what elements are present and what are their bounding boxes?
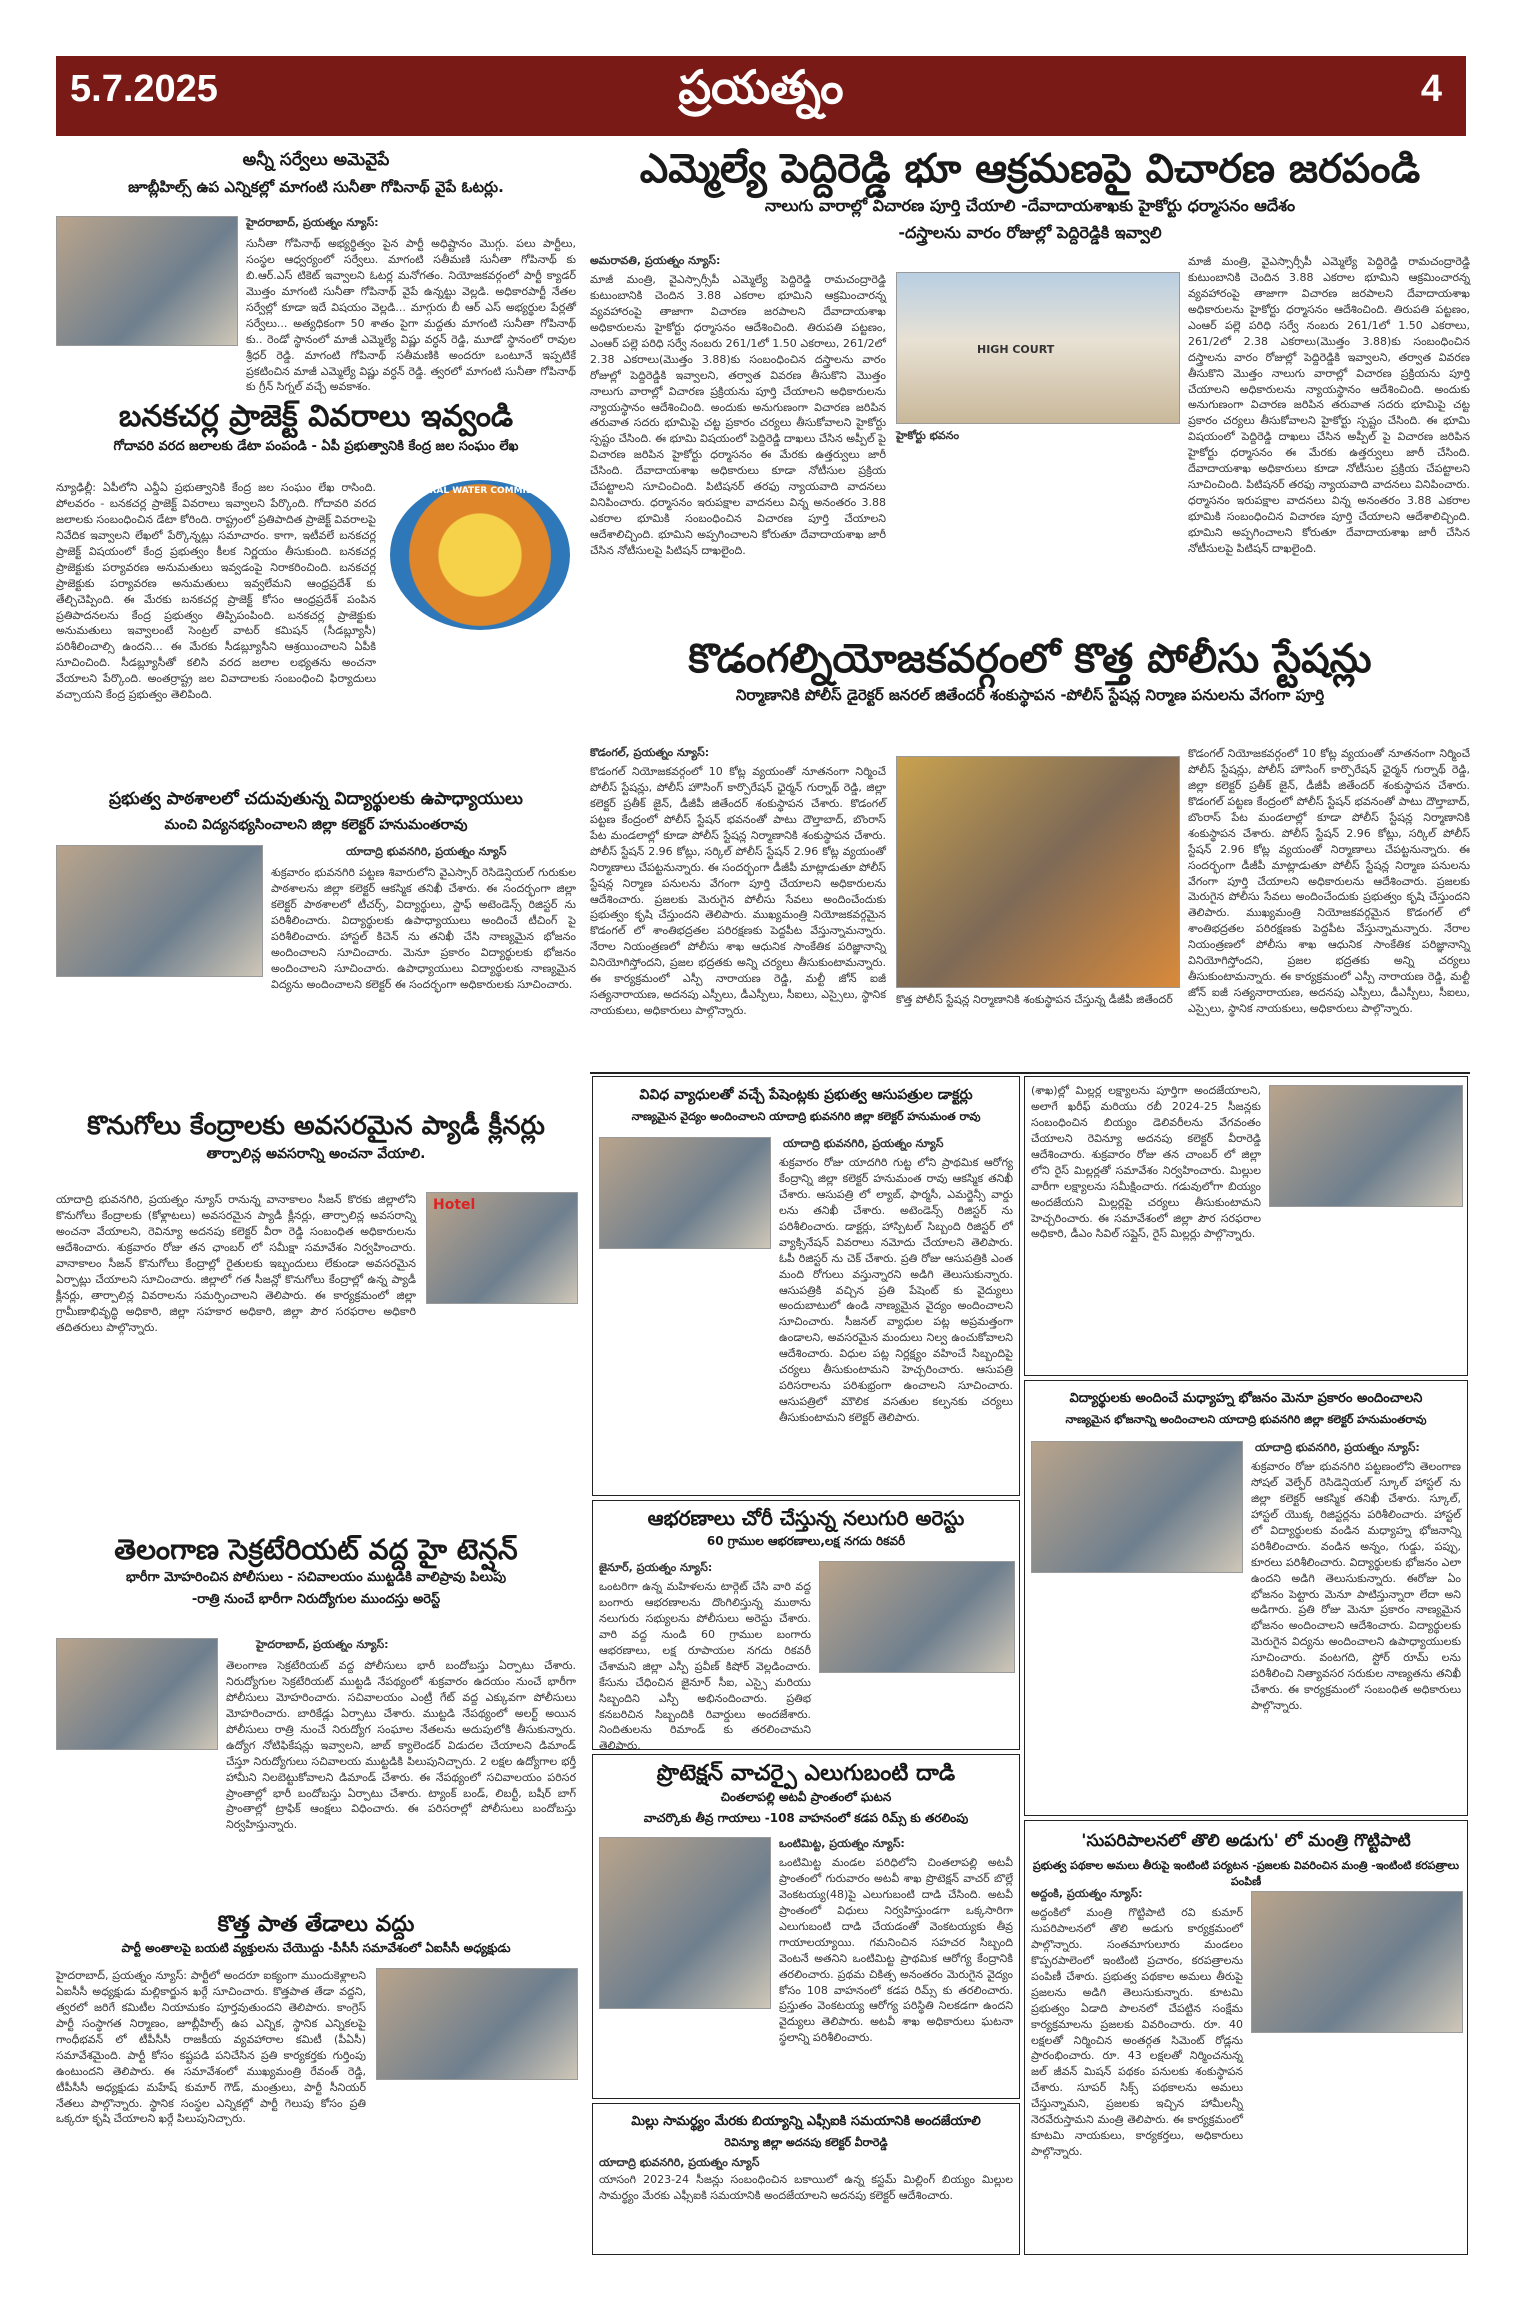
cwc-emblem [390, 480, 570, 630]
article-headline: జూబ్లీహిల్స్ ఉప ఎన్నికల్లో మాగంటి సునీతా గోపినాథ్ వైపే ఓటర్లు. [128, 178, 504, 196]
official-photo [426, 1192, 578, 1304]
article-secretariat [56, 1534, 576, 1909]
article-headline: కొత్త పాత తేడాలు వద్దు [217, 1912, 415, 1937]
article-subhead: పార్టీ అంతాలపై బయటి వ్యక్తులను చేయొద్దు -పీసీసీ సమావేశంలో ఏఐసీసీ అధ్యక్షుడు [121, 1941, 511, 1956]
article-subhead-1: నాలుగు వారాల్లో విచారణ పూర్తి చేయాలి -దేవాదాయశాఖకు హైకోర్టు ధర్మాసనం ఆదేశం [764, 196, 1296, 215]
article-school-teachers [56, 785, 576, 1110]
sunitha-portrait-photo [56, 216, 238, 346]
article-headline: 'సుపరిపాలనలో తొలి అడుగు' లో మంత్రి గొట్టిపాటి [1081, 1831, 1411, 1851]
article-subhead-1: భారీగా మోహరించిన పోలీసులు - సచివాలయం ముట్టడికి వాలిప్రావు పిలుపు [125, 1570, 507, 1586]
article-dateline: హైదరాబాద్, ప్రయత్నం న్యూస్: [246, 216, 379, 229]
article-bear-attack [592, 1754, 1020, 2099]
hospital-visit-photo [599, 1137, 771, 1249]
article-subhead: రెవిన్యూ జిల్లా అదనపు కలెక్టర్ వీరారెడ్డి [724, 2136, 888, 2149]
article-subhead: తార్పాలిన్ల అవసరాన్ని అంచనా వేయాలి. [206, 1145, 426, 1162]
photo-sign: HIGH COURT [977, 343, 1055, 356]
high-court-photo [896, 272, 1180, 424]
article-headline: ప్రొటెక్షన్ వాచర్పై ఎలుగుబంటి దాడి [656, 1761, 956, 1786]
article-dateline: యాదాద్రి భువనగిరి, ప్రయత్నం న్యూస్: [1255, 1441, 1420, 1454]
article-peddireddy [590, 146, 1470, 630]
article-subhead: నాణ్యమైన భోజనాన్ని అందించాలని యాదాద్రి భువనగిరి జిల్లా కలెక్టర్ హనుమంతరావు [1065, 1413, 1427, 1426]
article-body: ఒంటిమిట్ట మండల పరిధిలోని చింతలాపల్లి అటవీ ప్రాంతంలో గురువారం అటవీ శాఖ ప్రొటెక్షన్ వాచర్ బొల్లే వెంకటయ్య(48)పై ఎలుగుబంటి దాడి చేసింది. అటవీ ప్రాంతంలో విధులు నిర్వహిస్తుండగా ఒక్కసారిగా ఎలుగుబంటి దాడి చేయడంతో వెంకటయ్యకు తీవ్ర గాయాలయ్యాయి. గమనించిన సహచర సిబ్బంది వెంటనే అతనిని ఒంటిమిట్ట ప్రాథమిక ఆరోగ్య కేంద్రానికి తరలించారు. ప్రథమ చికిత్స అనంతరం మెరుగైన వైద్యం కోసం 108 వాహనంలో కడప రిమ్స్ కు తరలించారు. ప్రస్తుతం వెంకటయ్య ఆరోగ్య పరిస్థితి నిలకడగా ఉందని వైద్యులు తెలిపారు. అటవీ శాఖ అధికారులు ఘటనా స్థలాన్ని పరిశీలించారు. [779, 1856, 1013, 2045]
article-headline: కొనుగోలు కేంద్రాలకు అవసరమైన ప్యాడీ క్లీనర్లు [87, 1111, 545, 1141]
article-body: సునీతా గోపినాథ్ అభ్యర్థిత్వం పైన పార్టీ అధిష్టానం మొగ్గు. పలు పార్టీలు, సంస్థల ఆధ్వర్యంలో సర్వేలు. మాగంటి సతీమణి సునీతా గోపినాథ్ కు బి.ఆర్.ఎస్ టికెట్ ఇవ్వాలని ఓటర్ల మనోగతం. నియోజకవర్గంలో పార్టీ క్యాడర్ మొత్తం మాగంటి సునీతా గోపినాథ్ వైపే ఉన్నట్టు వెల్లడి. అధికారపార్టీ నేతల సర్వేల్లో కూడా ఇదే విషయం వెల్లడి... మాగ్గురు బీ ఆర్ ఎస్ అభ్యర్థుల పేర్లతో సర్వేలు... అత్యధికంగా 50 శాతం పైగా మద్దతు మాగంటి సునీతా గోపినాథ్ కు.. రెండో స్థానంలో మాజీ ఎమ్మెల్యే విష్ణు వర్ధన్ రెడ్డి, మూడో స్థానంలో రావుల శ్రీధర్ రెడ్డి. మాగంటి గోపినాథ్ సతీమణికి అందరూ ఒంటూనే ఇప్పటికే ప్రకటించిన మాజీ ఎమ్మెల్యే విష్ణు వర్ధన్ రెడ్డి. త్వరలో మాగంటి సునీతా గోపినాథ్ కు గ్రీన్ సిగ్నల్ వచ్చే అవకాశం. [246, 237, 576, 394]
article-headline: ప్రభుత్వ పాఠశాలలో చదువుతున్న విద్యార్థులకు ఉపాధ్యాయులు [109, 789, 523, 809]
school-visit-photo [56, 845, 263, 977]
article-body-left: కొడంగల్ నియోజకవర్గంలో 10 కోట్ల వ్యయంతో నూతనంగా నిర్మించే పోలీస్ స్టేషన్లు, పోలీస్ హౌసింగ్ కార్పొరేషన్ ఛైర్మన్ గుర్నాథ్ రెడ్డి, జిల్లా కలెక్టర్ ప్రతీక్ జైన్, డీజీపీ జితేందర్ శంకుస్థాపన చేశారు. కొడంగల్ పట్టణ కేంద్రంలో పోలీస్ స్టేషన్ భవనంతో పాటు దౌల్తాబాద్, బొంరాస్ పేట మండలాల్లో కూడా పోలీస్ స్టేషన్ల నిర్మాణానికి శంకుస్థాపన చేశారు. పోలీస్ స్టేషన్ 2.96 కోట్లు, సర్కిల్ పోలీస్ స్టేషన్ 2.96 కోట్ల వ్యయంతో నిర్మాణాలు చేపట్టనున్నారు. ఈ సందర్భంగా డీజీపీ మాట్లాడుతూ పోలీస్ స్టేషన్ల నిర్మాణ పనులను వేగంగా పూర్తి చేయాలని అధికారులను ఆదేశించారు. ప్రజలకు మెరుగైన పోలీసు సేవలు అందించేందుకు ప్రభుత్వం కృషి చేస్తుందని తెలిపారు. ముఖ్యమంత్రి నియోజకవర్గమైన కొడంగల్ లో శాంతిభద్రతల పరిరక్షణకు పెద్దపీట వేస్తున్నామన్నారు. నేరాల నియంత్రణలో పోలీసు శాఖ ఆధునిక సాంకేతిక పరిజ్ఞానాన్ని వినియోగిస్తోందని, ప్రజల భద్రతకు అన్ని చర్యలు తీసుకుంటామన్నారు. ఈ కార్యక్రమంలో ఎస్పీ నారాయణ రెడ్డి, మల్టీ జోన్ ఐజీ సత్యనారాయణ, అదనపు ఎస్పీలు, డీఎస్పీలు, సీఐలు, ఎస్సైలు, స్థానిక నాయకులు, అధికారులు పాల్గొన్నారు. [590, 765, 886, 1018]
article-body-left: మాజీ మంత్రి, వైఎస్సార్సీపీ ఎమ్మెల్యే పెద్దిరెడ్డి రామచంద్రారెడ్డి కుటుంబానికి చెందిన 3.88 ఎకరాల భూమిని ఆక్రమించారన్న వ్యవహారంపై తాజాగా విచారణ జరపాలని దేవాదాయశాఖ అధికారులను హైకోర్టు ధర్మాసనం ఆదేశించింది. తిరుపతి పట్టణం, ఎంఆర్ పల్లె పరిధి సర్వే నంబరు 261/1లో 1.50 ఎకరాలు, 261/2లో 2.38 ఎకరాలు(మొత్తం 3.88)కు సంబంధించిన దస్త్రాలను వారం రోజుల్లో పెద్దిరెడ్డికి ఇవ్వాలని, తర్వాత వివరణ తీసుకొని మొత్తం నాలుగు వారాల్లో విచారణ ప్రక్రియను పూర్తి చేయాలని అధికారులను న్యాయస్థానం ఆదేశించింది. అందుకు అనుగుణంగా విచారణ జరిపిన తరువాత సదరు భూమిపై చట్ట ప్రకారం చర్యలు తీసుకోవాలని హైకోర్టు స్పష్టం చేసింది. ఈ భూమి విషయంలో పెద్దిరెడ్డి దాఖలు చేసిన అప్పీల్ పై విచారణ జరిపిన హైకోర్టు ధర్మాసనం ఈ మేరకు ఉత్తర్వులు జారీ చేసింది. దేవాదాయశాఖ అధికారులు కూడా నోటీసుల ప్రక్రియ చేపట్టాలని సూచించింది. పిటిషనర్ తరఫు న్యాయవాది వాదనలు వినిపించారు. ధర్మాసనం ఇరుపక్షాల వాదనలు విన్న అనంతరం 3.88 ఎకరాల భూమికి సంబంధించిన విచారణ పూర్తి చేయాలని ఆదేశాలిచ్చింది. భూమిని అప్పగించాలని కోరుతూ దేవాదాయశాఖ జారీ చేసిన నోటీసులపై పిటిషన్ దాఖలైంది. [590, 273, 886, 557]
article-subhead-2: -దస్త్రాలను వారం రోజుల్లో పెద్దిరెడ్డికి ఇవ్వాలి [898, 223, 1162, 242]
article-subhead: మంచి విద్యనభ్యసించాలని జిల్లా కలెక్టర్ హనుమంతరావు [164, 817, 468, 833]
article-dateline: ఒంటిమిట్ట, ప్రయత్నం న్యూస్: [779, 1837, 905, 1850]
article-subhead: గోదావరి వరద జలాలకు డేటా పంపండి - ఏపీ ప్రభుత్వానికి కేంద్ర జల సంఘం లేఖ [113, 438, 519, 454]
article-dateline: జైనూర్, ప్రయత్నం న్యూస్: [599, 1561, 713, 1574]
article-sunitha [56, 146, 576, 396]
article-body: అద్దంకిలో మంత్రి గొట్టిపాటి రవి కుమార్ సుపరిపాలనలో తొలి అడుగు కార్యక్రమంలో పాల్గొన్నారు. సంతమాగులూరు మండలం కొప్పరపాలెంలో ఇంటింటి ప్రచారం, కరపత్రాలను పంపిణీ చేశారు. ప్రభుత్వ పథకాల అమలు తీరుపై ప్రజలను అడిగి తెలుసుకున్నారు. కూటమి ప్రభుత్వం ఏడాది పాలనలో చేపట్టిన సంక్షేమ కార్యక్రమాలను ప్రజలకు వివరించారు. రూ. 40 లక్షలతో నిర్మించిన అంతర్గత సిమెంట్ రోడ్లను ప్రారంభించారు. రూ. 43 లక్షలతో నిర్మించనున్న జల్ జీవన్ మిషన్ పథకం పనులకు శంకుస్థాపన చేశారు. సూపర్ సిక్స్ పథకాలను అమలు చేస్తున్నామని, ప్రజలకు ఇచ్చిన హామీలన్నీ నెరవేరుస్తామని మంత్రి తెలిపారు. ఈ కార్యక్రమంలో కూటమి నాయకులు, కార్యకర్తలు, అధికారులు పాల్గొన్నారు. [1031, 1906, 1243, 2159]
photo-sign: Hotel [433, 1197, 476, 1213]
photo-caption: కొత్త పోలీస్ స్టేషన్ల నిర్మాణానికి శంకుస్థాపన చేస్తున్న డీజీపీ జితేందర్ [896, 993, 1173, 1006]
police-recovery-photo [819, 1561, 1015, 1673]
article-body: శుక్రవారం రోజు యాదగిరి గుట్ట లోని ప్రాథమిక ఆరోగ్య కేంద్రాన్ని జిల్లా కలెక్టర్ హనుమంత రావు ఆకస్మిక తనిఖీ చేశారు. ఆసుపత్రి లో ల్యాబ్, ఫార్మసీ, ఎమర్జెన్సీ వార్డు లను తనిఖీ చేశారు. అటెండెన్స్ రిజిస్టర్ ను పరిశీలించారు. డాక్టర్లు, హాస్పిటల్ సిబ్బంది రిజిస్టర్ లో వ్యాక్సినేషన్ వివరాలు నమోదు చేయాలని తెలిపారు. ఓపీ రిజిస్టర్ ను చెక్ చేశారు. ప్రతి రోజు ఆసుపత్రికి ఎంత మంది రోగులు వస్తున్నారని అడిగి తెలుసుకున్నారు. ఆసుపత్రికి వచ్చిన ప్రతి పేషెంట్ కు వైద్యులు అందుబాటులో ఉండి నాణ్యమైన వైద్యం అందించాలని సూచించారు. సీజనల్ వ్యాధుల పట్ల అప్రమత్తంగా ఉండాలని, అవసరమైన మందులు నిల్వ ఉంచుకోవాలని ఆదేశించారు. విధుల పట్ల నిర్లక్ష్యం వహించే సిబ్బందిపై చర్యలు తీసుకుంటామని హెచ్చరించారు. ఆసుపత్రి పరిసరాలను పరిశుభ్రంగా ఉంచాలని సూచించారు. ఆసుపత్రిలో మౌలిక వసతుల కల్పనకు చర్యలు తీసుకుంటామని కలెక్టర్ తెలిపారు. [779, 1156, 1013, 1424]
police-photo [56, 1638, 218, 1750]
hostel-kitchen-photo [1031, 1441, 1243, 1573]
photo-caption: హైకోర్టు భవనం [896, 429, 960, 442]
article-congress-meeting [56, 1912, 576, 2252]
paper-name: ప్రయత్నం [678, 60, 844, 114]
article-dateline: అమరావతి, ప్రయత్నం న్యూస్: [590, 254, 721, 267]
article-paddy-cleaners [56, 1112, 576, 1532]
article-body: ఒంటరిగా ఉన్న మహిళలను టార్గెట్ చేసి వారి వద్ద బంగారు ఆభరణాలను దొంగిలిస్తున్న ముఠాను నలుగురు సభ్యులను పోలీసులు అరెస్టు చేశారు. వారి వద్ద నుండి 60 గ్రాముల బంగారు ఆభరణాలు, లక్ష రూపాయల నగదు రికవరీ చేశామని జిల్లా ఎస్పీ ప్రవీణ్ కిషోర్ వెల్లడించారు. కేసును చేధించిన జైనూర్ సీఐ, ఎస్సై మరియు సిబ్బందిని ఎస్పీ అభినందించారు. ప్రతిభ కనబరిచిన సిబ్బందికి రివార్డులు అందజేశారు. నిందితులను రిమాండ్ కు తరలించామని తెలిపారు. [599, 1580, 811, 1753]
masthead [56, 56, 1466, 136]
article-headline: బనకచర్ల ప్రాజెక్ట్ వివరాలు ఇవ్వండి [118, 399, 514, 434]
article-headline: వివిధ వ్యాధులతో వచ్చే పేషెంట్లకు ప్రభుత్వ ఆసుపత్రుల డాక్టర్లు [639, 1087, 973, 1103]
article-dateline: యాదాద్రి భువనగిరి, ప్రయత్నం న్యూస్ [783, 1137, 944, 1150]
meeting-photo [376, 1968, 578, 2080]
injured-watcher-photo [599, 1837, 771, 2009]
page-number: 4 [1420, 68, 1442, 110]
article-headline: మిల్లు సామర్థ్యం మేరకు బియ్యాన్ని ఎఫ్సీఐకి సమయానికి అందజేయాలి [631, 2114, 981, 2129]
article-dateline: యాదాద్రి భువనగిరి, ప్రయత్నం న్యూస్ [346, 845, 507, 858]
article-subhead: నాణ్యమైన వైద్యం అందించాలని యాదాద్రి భువనగిరి జిల్లా కలెక్టర్ హనుమంత రావు [631, 1110, 981, 1123]
article-kicker: అన్నీ సర్వేలు అమెవైపే [242, 150, 390, 170]
article-headline: ఆభరణాలు చోరీ చేస్తున్న నలుగురి అరెస్టు [647, 1506, 965, 1530]
article-body: న్యూఢిల్లీ: ఏపీలోని ఎన్డీఏ ప్రభుత్వానికి కేంద్ర జల సంఘం లేఖ రాసింది. పోలవరం - బనకచర్ల ప్రాజెక్ట్ వివరాలు ఇవ్వాలని పేర్కొంది. గోదావరి వరద జలాలకు సంబంధించిన డేటా కోరింది. రాష్ట్రంలో ప్రతిపాదిత ప్రాజెక్ట్ వివరాలపై నివేదిక ఇవ్వాలని లేఖలో పేర్కొన్నట్లు సమాచారం. కాగా, ఇటీవలే బనకచర్ల ప్రాజెక్ట్ విషయంలో కేంద్ర ప్రభుత్వం కీలక నిర్ణయం తీసుకుంది. బనకచర్ల ప్రాజెక్టుకు పర్యావరణ అనుమతులు ఇవ్వడంపై నిరాకరించింది. బనకచర్ల ప్రాజెక్టుకు పర్యావరణ అనుమతులు ఇవ్వలేమని ఆంధ్రప్రదేశ్ కు తేల్చిచెప్పింది. ఈ మేరకు బనకచర్ల ప్రాజెక్ట్ కోసం ఆంధ్రప్రదేశ్ పంపిన ప్రతిపాదనలను కేంద్ర ప్రభుత్వం తిప్పిపంపింది. బనకచర్ల ప్రాజెక్టుకు అనుమతులు ఇవ్వాలంటే సెంట్రల్ వాటర్ కమిషన్ (సీడబ్ల్యూసీ) పరిశీలించాల్సి ఉందని... ఈ మేరకు సీడబ్ల్యూసీని ఆశ్రయించాలని ఏపీకి సూచించింది. సీడబ్ల్యూసీతో కలిసి వరద జలాల లభ్యతను అంచనా వేయాలని పేర్కొంది. అంతర్రాష్ట్ర జల వివాదాలకు సంబంధించి ఫిర్యాదులు వచ్చాయని కేంద్ర ప్రభుత్వం తెలిపింది. [56, 481, 376, 702]
article-subhead-2: వాచర్కొకు తీవ్ర గాయాలు -108 వాహనంలో కడప రిమ్స్ కు తరలింపు [643, 1811, 969, 1826]
article-hospital [592, 1076, 1020, 1496]
article-dateline: యాదాద్రి భువనగిరి, ప్రయత్నం న్యూస్ [599, 2156, 760, 2169]
article-headline: కొడంగల్నియోజకవర్గంలో కొత్త పోలీసు స్టేషన్లు [688, 636, 1372, 682]
article-subhead: ప్రభుత్వ పథకాల అమలు తీరుపై ఇంటింటి పర్యటన -ప్రజలకు వివరించిన మంత్రి -ఇంటింటి కరపత్రాలు పంపిణీ [1032, 1859, 1460, 1888]
issue-date: 5.7.2025 [70, 68, 218, 110]
article-headline: తెలంగాణ సెక్రటేరియట్ వద్ద హై టెన్షన్ [114, 1533, 518, 1566]
article-rice-millers [592, 2103, 1020, 2255]
article-subhead-1: చింతలాపల్లి అటవీ ప్రాంతంలో ఘటన [720, 1790, 892, 1805]
article-dateline: హైదరాబాద్, ప్రయత్నం న్యూస్: [256, 1638, 389, 1651]
article-gottipati [1024, 1820, 1468, 2255]
article-body-right: కొడంగల్ నియోజకవర్గంలో 10 కోట్ల వ్యయంతో నూతనంగా నిర్మించే పోలీస్ స్టేషన్లు, పోలీస్ హౌసింగ్ కార్పొరేషన్ ఛైర్మన్ గుర్నాథ్ రెడ్డి, జిల్లా కలెక్టర్ ప్రతీక్ జైన్, డీజీపీ జితేందర్ శంకుస్థాపన చేశారు. కొడంగల్ పట్టణ కేంద్రంలో పోలీస్ స్టేషన్ భవనంతో పాటు దౌల్తాబాద్, బొంరాస్ పేట మండలాల్లో కూడా పోలీస్ స్టేషన్ల నిర్మాణానికి శంకుస్థాపన చేశారు. పోలీస్ స్టేషన్ 2.96 కోట్లు, సర్కిల్ పోలీస్ స్టేషన్ 2.96 కోట్ల వ్యయంతో నిర్మాణాలు చేపట్టనున్నారు. ఈ సందర్భంగా డీజీపీ మాట్లాడుతూ పోలీస్ స్టేషన్ల నిర్మాణ పనులను వేగంగా పూర్తి చేయాలని అధికారులను ఆదేశించారు. ప్రజలకు మెరుగైన పోలీసు సేవలు అందించేందుకు ప్రభుత్వం కృషి చేస్తుందని తెలిపారు. ముఖ్యమంత్రి నియోజకవర్గమైన కొడంగల్ లో శాంతిభద్రతల పరిరక్షణకు పెద్దపీట వేస్తున్నామన్నారు. నేరాల నియంత్రణలో పోలీసు శాఖ ఆధునిక సాంకేతిక పరిజ్ఞానాన్ని వినియోగిస్తోందని, ప్రజల భద్రతకు అన్ని చర్యలు తీసుకుంటామన్నారు. ఈ కార్యక్రమంలో ఎస్పీ నారాయణ రెడ్డి, మల్టీ జోన్ ఐజీ సత్యనారాయణ, అదనపు ఎస్పీలు, డీఎస్పీలు, సీఐలు, ఎస్సైలు, స్థానిక నాయకులు, అధికారులు పాల్గొన్నారు. [1188, 747, 1470, 1015]
article-kodangal-police [590, 636, 1470, 1066]
minister-outreach-photo [1251, 1891, 1463, 2033]
article-body: యాసంగి 2023-24 సీజన్లు సంబంధించిన బకాయిలో ఉన్న కస్టమ్ మిల్లింగ్ బియ్యం మిల్లుల సామర్థ్యం మేరకు ఎఫ్సీఐకి సమయానికి అందజేయాలని అదనపు కలెక్టర్ ఆదేశించారు. [599, 2173, 1013, 2202]
article-body: యాదాద్రి భువనగిరి, ప్రయత్నం న్యూస్ రానున్న వానాకాలం సీజన్ కొరకు జిల్లాలోని కొనుగోలు కేంద్రాలకు (కోళ్లాటలు) అవసరమైన ప్యాడీ క్లీనర్లు, తార్పాలిన్ల అవసరాన్ని అంచనా వేయాలని, రెవిన్యూ అదనపు కలెక్టర్ వీరా రెడ్డి సంబంధిత అధికారులను ఆదేశించారు. శుక్రవారం రోజు తన ఛాంబర్ లో సమీక్షా సమావేశం నిర్వహించారు. వానాకాలం సీజన్ కొనుగోలు కేంద్రాల్లో రైతులకు ఇబ్బందులు లేకుండా అవసరమైన ఏర్పాట్లు చేయాలని సూచించారు. జిల్లాలో గత సీజన్లో కొనుగోలు కేంద్రాల్లో ఉన్న ప్యాడీ క్లీనర్లు, తార్పాలిన్ల వివరాలను సమర్పించాలని తెలిపారు. ఈ కార్యక్రమంలో జిల్లా గ్రామీణాభివృద్ధి అధికారి, జిల్లా సహకార అధికారి, జిల్లా పౌర సరఫరాల అధికారి తదితరులు పాల్గొన్నారు. [56, 1193, 416, 1334]
article-banakacherla [56, 400, 576, 780]
article-subhead: 60 గ్రాముల ఆభరణాలు,లక్ష నగదు రికవరీ [706, 1534, 906, 1548]
article-body-right: మాజీ మంత్రి, వైఎస్సార్సీపీ ఎమ్మెల్యే పెద్దిరెడ్డి రామచంద్రారెడ్డి కుటుంబానికి చెందిన 3.88 ఎకరాల భూమిని ఆక్రమించారన్న వ్యవహారంపై తాజాగా విచారణ జరపాలని దేవాదాయశాఖ అధికారులను హైకోర్టు ధర్మాసనం ఆదేశించింది. తిరుపతి పట్టణం, ఎంఆర్ పల్లె పరిధి సర్వే నంబరు 261/1లో 1.50 ఎకరాలు, 261/2లో 2.38 ఎకరాలు(మొత్తం 3.88)కు సంబంధించిన దస్త్రాలను వారం రోజుల్లో పెద్దిరెడ్డికి ఇవ్వాలని, తర్వాత వివరణ తీసుకొని మొత్తం నాలుగు వారాల్లో విచారణ ప్రక్రియను పూర్తి చేయాలని అధికారులను న్యాయస్థానం ఆదేశించింది. అందుకు అనుగుణంగా విచారణ జరిపిన తరువాత సదరు భూమిపై చట్ట ప్రకారం చర్యలు తీసుకోవాలని హైకోర్టు స్పష్టం చేసింది. ఈ భూమి విషయంలో పెద్దిరెడ్డి దాఖలు చేసిన అప్పీల్ పై విచారణ జరిపిన హైకోర్టు ధర్మాసనం ఈ మేరకు ఉత్తర్వులు జారీ చేసింది. దేవాదాయశాఖ అధికారులు కూడా నోటీసుల ప్రక్రియ చేపట్టాలని సూచించింది. పిటిషనర్ తరఫు న్యాయవాది వాదనలు వినిపించారు. ధర్మాసనం ఇరుపక్షాల వాదనలు విన్న అనంతరం 3.88 ఎకరాల భూమికి సంబంధించిన విచారణ పూర్తి చేయాలని ఆదేశాలిచ్చింది. భూమిని అప్పగించాలని కోరుతూ దేవాదాయశాఖ జారీ చేసిన నోటీసులపై పిటిషన్ దాఖలైంది. [1188, 255, 1470, 555]
emblem-text: CENTRAL WATER COMMISSION [403, 486, 557, 496]
article-subhead-2: -రాత్రి నుంచే భారీగా నిరుద్యోగుల ముందస్తు అరెస్ట్ [191, 1592, 441, 1608]
article-midday-meal [1024, 1380, 1468, 1816]
article-body: శుక్రవారం భువనగిరి పట్టణ శివారులోని వైఎస్సార్ రెసిడెన్షియల్ గురుకుల పాఠశాలను జిల్లా కలెక్టర్ ఆకస్మిక తనిఖీ చేశారు. ఈ సందర్భంగా జిల్లా కలెక్టర్ పాఠశాలలో టీచర్స్, విద్యార్థులు, స్టాఫ్ అటెండెన్స్ రిజిస్టర్ ను పరిశీలించారు. విద్యార్థులకు ఉపాధ్యాయులు అందించే టీచింగ్ పై పరిశీలించారు. హాస్టల్ కిచెన్ ను తనిఖీ చేసి నాణ్యమైన భోజనం అందించాలని సూచించారు. మెనూ ప్రకారం విద్యార్థులకు భోజనం అందించాలని సూచించారు. ఉపాధ్యాయులు విద్యార్థులకు నాణ్యమైన విద్యను అందించాలని కలెక్టర్ ఈ సందర్భంగా అధికారులకు సూచించారు. [271, 866, 576, 991]
article-rice-millers-cont [1024, 1076, 1468, 1376]
foundation-stone-photo [896, 756, 1180, 988]
article-dateline: కొడంగల్, ప్రయత్నం న్యూస్: [590, 746, 710, 759]
review-meeting-photo [1269, 1085, 1463, 1207]
article-subhead: నిర్మాణానికి పోలీస్ డైరెక్టర్ జనరల్ జితేందర్ శంకుస్థాపన -పోలీస్ స్టేషన్ల నిర్మాణ పనులను వేగంగా పూర్తి [735, 686, 1325, 704]
article-dateline: అద్దంకి, ప్రయత్నం న్యూస్: [1031, 1887, 1143, 1900]
article-headline: ఎమ్మెల్యే పెద్దిరెడ్డి భూ ఆక్రమణపై విచారణ జరపండి [639, 146, 1421, 192]
article-body: శుక్రవారం రోజు భువనగిరి పట్టణంలోని తెలంగాణ సోషల్ వెల్ఫేర్ రెసిడెన్షియల్ స్కూల్ హాస్టల్ ను జిల్లా కలెక్టర్ ఆకస్మిక తనిఖీ చేశారు. స్కూల్, హాస్టల్ యొక్క రిజిస్టర్లను పరిశీలించారు. హాస్టల్ లో విద్యార్థులకు వండిన మధ్యాహ్న భోజనాన్ని పరిశీలించారు. వండిన అన్నం, గుడ్డు, పప్పు, కూరలు పరిశీలించారు. విద్యార్థులకు భోజనం ఎలా ఉందని అడిగి తెలుసుకున్నారు. ఈరోజు ఏం భోజనం పెట్టారు మెనూ పాటిస్తున్నారా లేదా అని అడిగారు. ప్రతి రోజు మెనూ ప్రకారం నాణ్యమైన భోజనం అందించాలని ఆదేశించారు. విద్యార్థులకు మెరుగైన విద్యను అందించాలని ఉపాధ్యాయులకు సూచించారు. వంటగది, స్టోర్ రూమ్ లను పరిశీలించి నిత్యావసర సరుకుల నాణ్యతను తనిఖీ చేశారు. ఈ కార్యక్రమంలో సంబంధిత అధికారులు పాల్గొన్నారు. [1251, 1460, 1461, 1713]
divider [590, 1072, 1470, 1074]
article-body: తెలంగాణ సెక్రటేరియట్ వద్ద పోలీసులు భారీ బందోబస్తు ఏర్పాటు చేశారు. నిరుద్యోగుల సెక్రటేరియట్ ముట్టడి నేపథ్యంలో శుక్రవారం ఉదయం నుంచే భారీగా పోలీసులు మోహరించారు. సచివాలయం ఎంట్రీ గేట్ వద్ద ఎక్కువగా పోలీసులు మోహరించారు. బారికేడ్లు ఏర్పాటు చేశారు. ముట్టడి నేపథ్యంలో అలర్ట్ అయిన పోలీసులు రాత్రి నుంచే నిరుద్యోగ సంఘాల నేతలను అదుపులోకి తీసుకున్నారు. ఉద్యోగ నోటిఫికేషన్లు ఇవ్వాలని, జాబ్ క్యాలెండర్ విడుదల చేయాలని డిమాండ్ చేస్తూ నిరుద్యోగులు సచివాలయ ముట్టడికి పిలుపునిచ్చారు. 2 లక్షల ఉద్యోగాల భర్తీ హామీని నిలబెట్టుకోవాలని డిమాండ్ చేశారు. ఈ నేపథ్యంలో సచివాలయం పరిసర ప్రాంతాల్లో భారీ బందోబస్తు ఏర్పాటు చేశారు. ట్యాంక్ బండ్, లిబర్టీ, బషీర్ బాగ్ ప్రాంతాల్లో ట్రాఫిక్ ఆంక్షలు విధించారు. ఈ పరిసరాల్లో పోలీసులు బందోబస్తు నిర్వహిస్తున్నారు. [226, 1659, 576, 1832]
article-jewel-theft [592, 1500, 1020, 1753]
article-headline: విద్యార్థులకు అందించే మధ్యాహ్న భోజనం మెనూ ప్రకారం అందించాలని [1069, 1391, 1423, 1406]
article-body: (శాఖ)ల్లో మిల్లర్ల లక్ష్యాలను పూర్తిగా అందజేయాలని, అలాగే ఖరీఫ్ మరియు రబీ 2024-25 సీజన్లకు సంబంధించిన బియ్యం డెలివరీలను వేగవంతం చేయాలని రెవిన్యూ అదనపు కలెక్టర్ వీరారెడ్డి ఆదేశించారు. శుక్రవారం రోజు తన చాంబర్ లో జిల్లా లోని రైస్ మిల్లర్లతో సమావేశం నిర్వహించారు. మిల్లుల వారీగా లక్ష్యాలను సమీక్షించారు. గడువులోగా బియ్యం అందజేయని మిల్లర్లపై చర్యలు తీసుకుంటామని హెచ్చరించారు. ఈ సమావేశంలో జిల్లా పౌర సరఫరాల అధికారి, డీఎం సివిల్ సప్లైస్, రైస్ మిల్లర్లు పాల్గొన్నారు. [1031, 1084, 1261, 1241]
article-body: హైదరాబాద్, ప్రయత్నం న్యూస్: పార్టీలో అందరూ ఐక్యంగా ముందుకెళ్లాలని ఏఐసీసీ అధ్యక్షుడు మల్లికార్జున ఖర్గే సూచించారు. కొత్తపాత తేడా వద్దని, త్వరలో జరిగే కమిటీల నియామకం పూర్తవుతుందని తెలిపారు. కాంగ్రెస్ పార్టీ సంస్థాగత నిర్మాణం, జూబ్లీహిల్స్ ఉప ఎన్నిక, స్థానిక ఎన్నికలపై గాంధీభవన్ లో టీపీసీసీ రాజకీయ వ్యవహారాల కమిటీ (పీఏసీ) సమావేశమైంది. పార్టీ కోసం కష్టపడి పనిచేసిన ప్రతి కార్యకర్తకు గుర్తింపు ఉంటుందని తెలిపారు. ఈ సమావేశంలో ముఖ్యమంత్రి రేవంత్ రెడ్డి, టీపీసీసీ అధ్యక్షుడు మహేష్ కుమార్ గౌడ్, మంత్రులు, పార్టీ సీనియర్ నేతలు పాల్గొన్నారు. స్థానిక సంస్థల ఎన్నికల్లో పార్టీ గెలుపు కోసం ప్రతి ఒక్కరూ కృషి చేయాలని ఖర్గే పిలుపునిచ్చారు. [56, 1969, 366, 2126]
